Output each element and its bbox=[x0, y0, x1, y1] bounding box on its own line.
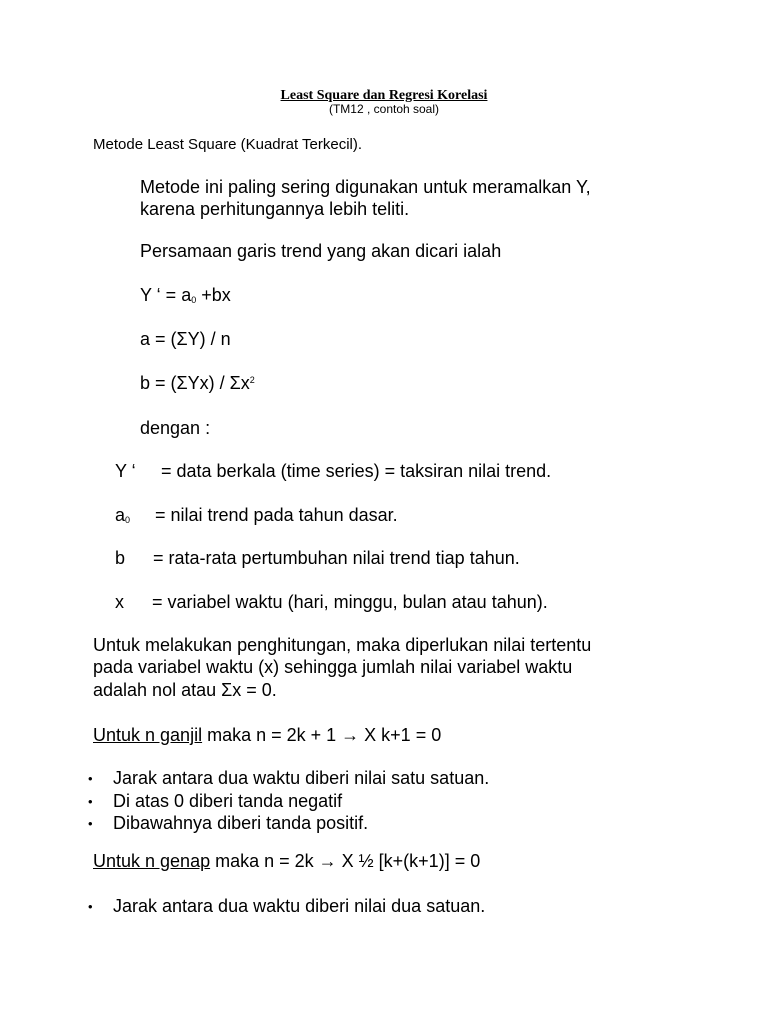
def-symbol-b: b bbox=[115, 548, 126, 568]
def-symbol-y: Y ‘ bbox=[115, 461, 136, 481]
bullet-icon: • bbox=[88, 899, 93, 914]
odd-case-rest: maka n = 2k + 1 → X k+1 = 0 bbox=[202, 725, 442, 745]
paragraph-line-2: pada variabel waktu (x) sehingga jumlah nilai variabel waktu bbox=[93, 657, 573, 677]
def-symbol-a0-sub: 0 bbox=[125, 515, 131, 525]
paragraph-line-1: Untuk melakukan penghitungan, maka diperlukan nilai tertentu bbox=[93, 635, 592, 655]
formula-trend bbox=[140, 285, 231, 306]
paragraph-line-3: adalah nol atau Σx = 0. bbox=[93, 680, 277, 700]
formula-trend-sub: 0 bbox=[191, 295, 197, 305]
def-desc-y: = data berkala (time series) = taksiran nilai trend. bbox=[161, 461, 552, 481]
bullet-icon: • bbox=[88, 816, 93, 831]
intro-line-1: Metode ini paling sering digunakan untuk meramalkan Y, bbox=[140, 177, 591, 197]
document-title: Least Square dan Regresi Korelasi bbox=[280, 88, 488, 103]
formula-b-text: b = (ΣYx) / Σx bbox=[140, 373, 250, 393]
formula-trend-lhs: Y ‘ = a bbox=[140, 285, 192, 305]
even-case-line bbox=[93, 851, 480, 872]
def-symbol-a0-base: a bbox=[115, 505, 126, 525]
odd-bullet-3: Dibawahnya diberi tanda positif. bbox=[113, 813, 369, 833]
bullet-icon: • bbox=[88, 771, 93, 786]
def-desc-a0: = nilai trend pada tahun dasar. bbox=[155, 505, 398, 525]
odd-case-label: Untuk n ganjil bbox=[93, 725, 203, 745]
odd-bullet-2: Di atas 0 diberi tanda negatif bbox=[113, 791, 343, 811]
bullet-icon: • bbox=[88, 794, 93, 809]
even-case-rest: maka n = 2k → X ½ [k+(k+1)] = 0 bbox=[210, 851, 481, 871]
document-subtitle: (TM12 , contoh soal) bbox=[328, 102, 440, 116]
even-bullet-1: Jarak antara dua waktu diberi nilai dua satuan. bbox=[113, 896, 486, 916]
intro-line-2: karena perhitungannya lebih teliti. bbox=[140, 199, 410, 219]
def-symbol-x: x bbox=[115, 592, 124, 612]
odd-bullet-1: Jarak antara dua waktu diberi nilai satu satuan. bbox=[113, 768, 490, 788]
formula-b bbox=[140, 373, 255, 394]
even-case-label: Untuk n genap bbox=[93, 851, 211, 871]
section-heading: Metode Least Square (Kuadrat Terkecil). bbox=[93, 136, 363, 153]
def-desc-x: = variabel waktu (hari, minggu, bulan atau tahun). bbox=[152, 592, 548, 612]
formula-a: a = (ΣY) / n bbox=[140, 329, 231, 349]
odd-case-line bbox=[93, 725, 441, 746]
formula-trend-rhs: +bx bbox=[196, 285, 231, 305]
def-symbol-a0 bbox=[115, 505, 130, 526]
formula-b-sup: 2 bbox=[249, 375, 255, 385]
dengan-label: dengan : bbox=[140, 418, 211, 438]
def-desc-b: = rata-rata pertumbuhan nilai trend tiap tahun. bbox=[153, 548, 520, 568]
trend-line: Persamaan garis trend yang akan dicari ialah bbox=[140, 241, 502, 261]
